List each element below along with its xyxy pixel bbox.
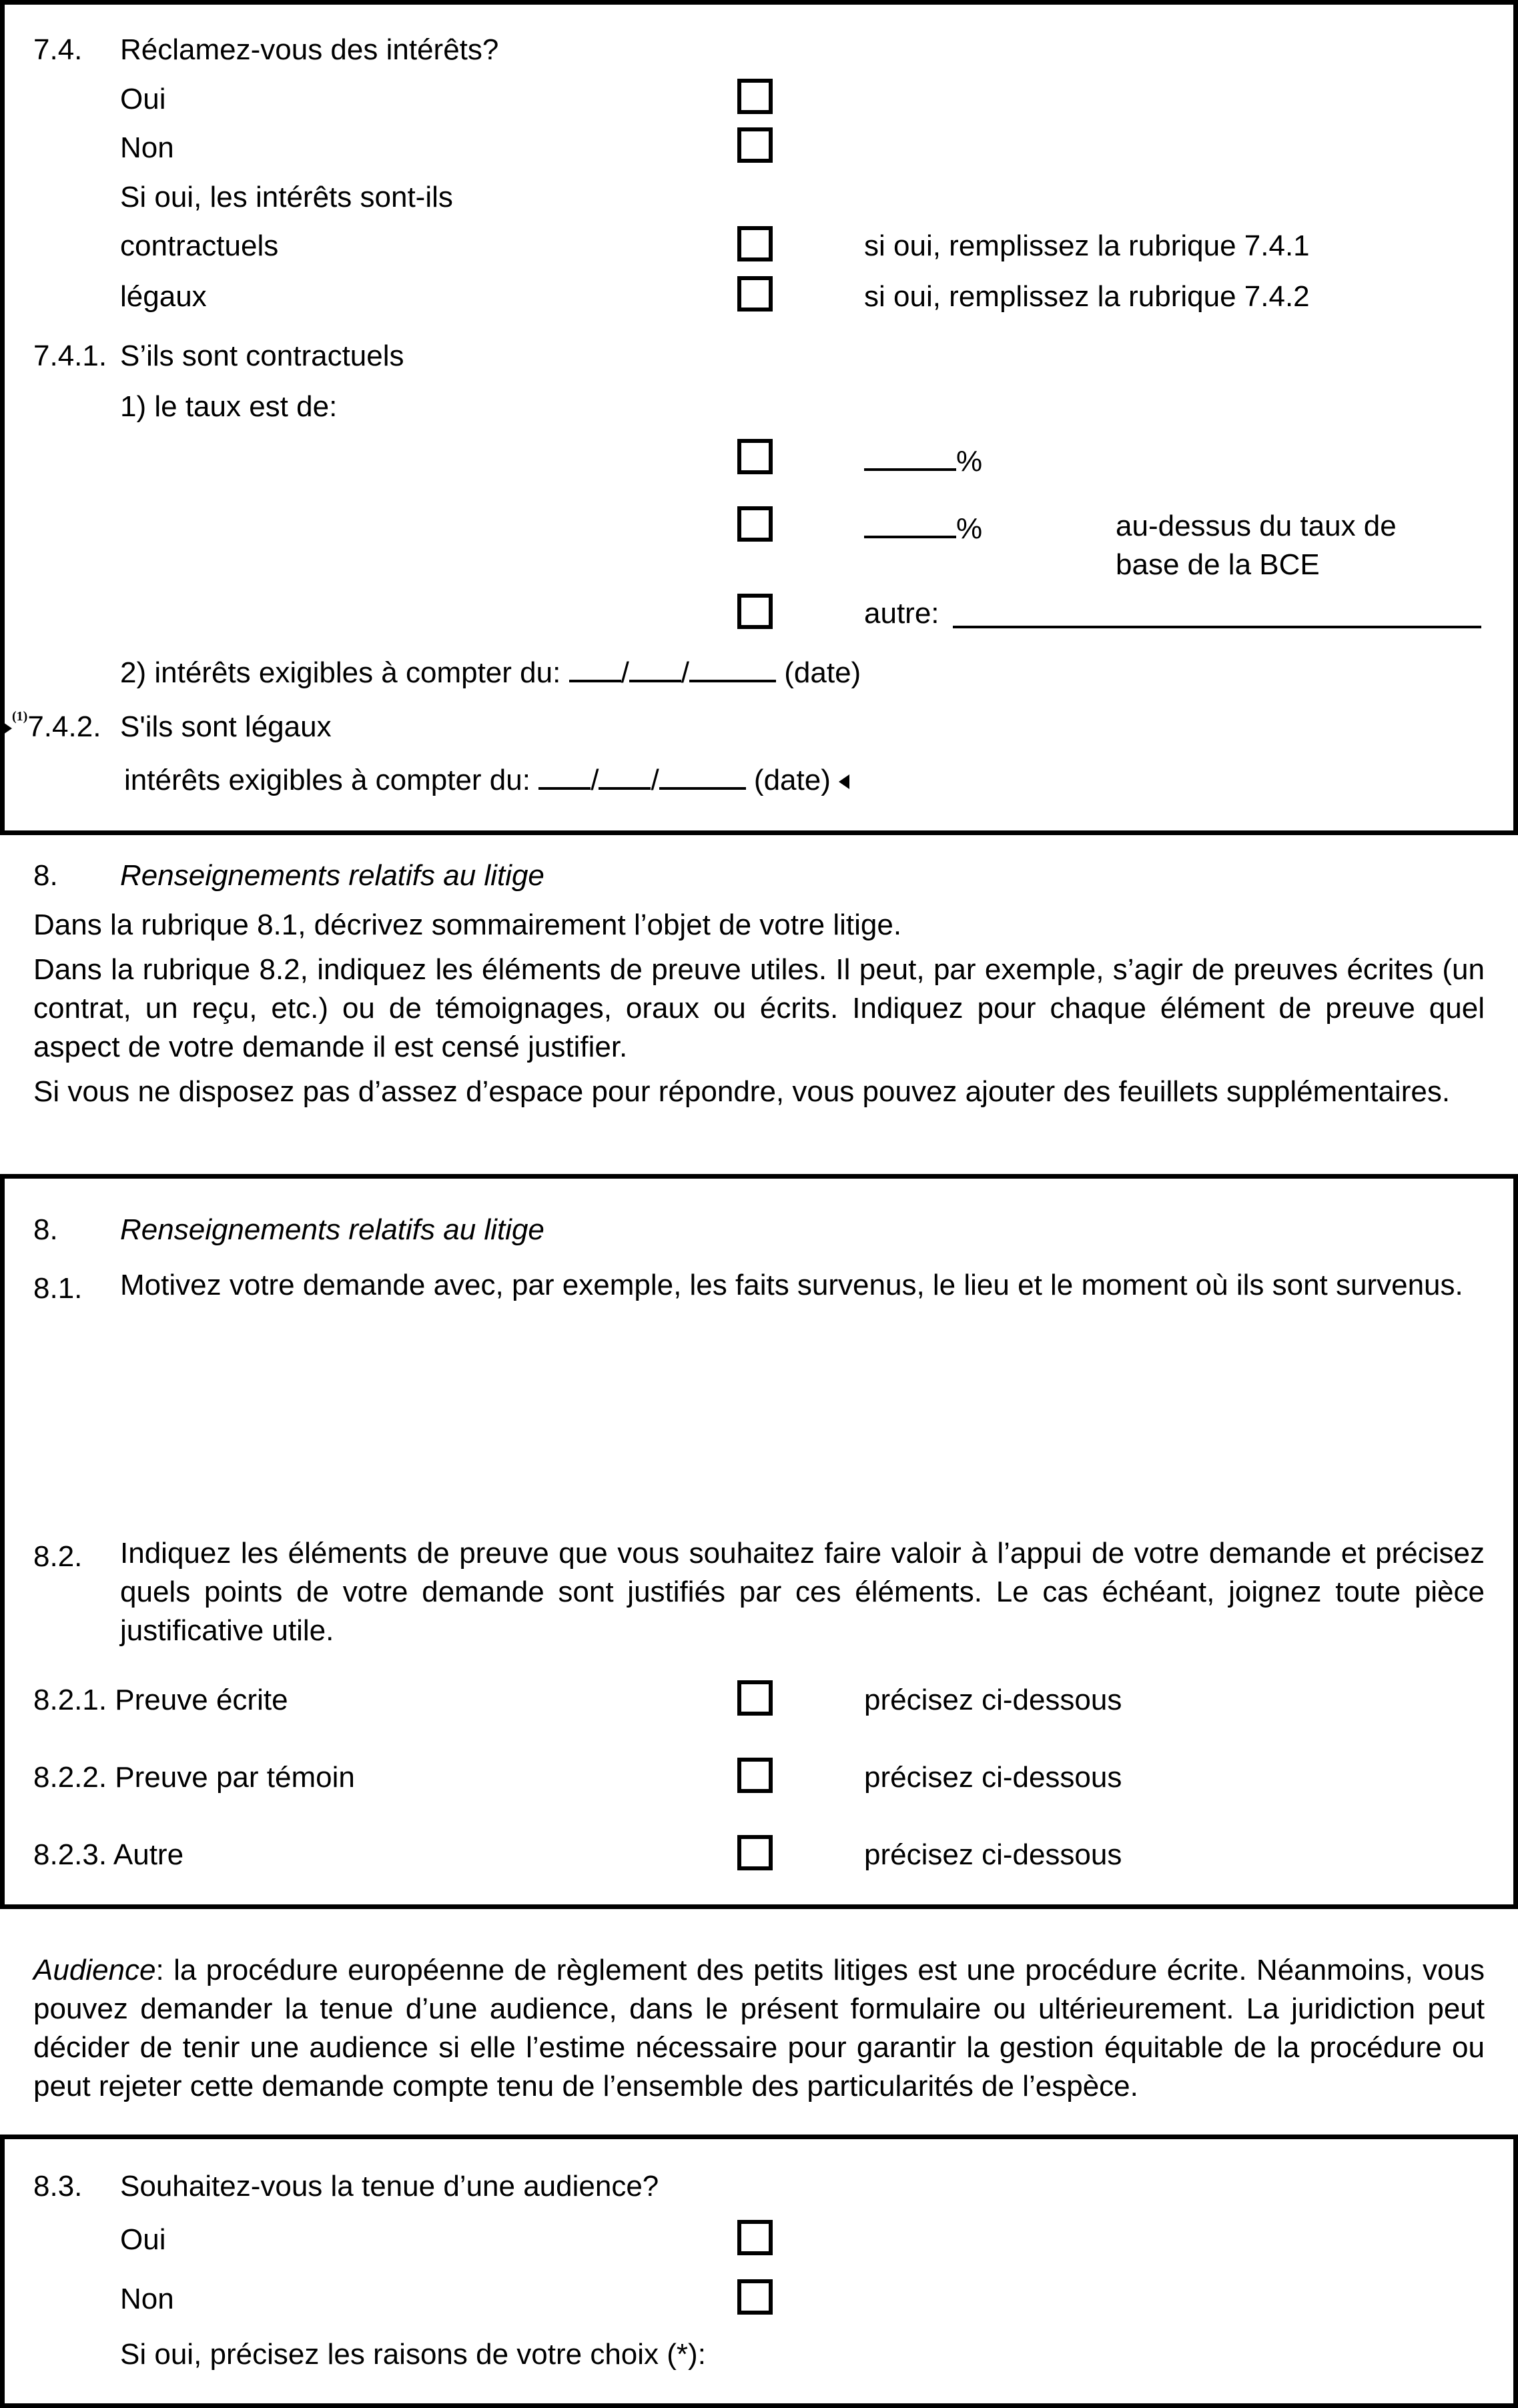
instructions-8-paragraph-3: Si vous ne disposez pas d’assez d’espace pour répondre, vous pouvez ajouter des feuillets supplémentaires. [33,1075,1451,1108]
rate-fixed-blank[interactable] [864,444,956,471]
hearing-no-label: Non [120,2283,174,2315]
section-7-4-2-number: 7.4.2. [27,710,101,743]
amendment-end-marker-icon [839,774,849,789]
hearing-no-checkbox[interactable] [737,2279,773,2315]
evidence-other-note: précisez ci-dessous [864,1838,1122,1871]
date-separator: / [681,656,690,689]
audience-note [33,1951,1485,2106]
evidence-written-label: 8.2.1. Preuve écrite [33,1684,288,1716]
evidence-written-note: précisez ci-dessous [864,1684,1122,1716]
section-8-1-answer-area[interactable] [120,1347,1485,1514]
interest-contractual-label: contractuels [120,229,279,262]
contractual-due-day[interactable] [569,656,621,682]
evidence-witness-note: précisez ci-dessous [864,1761,1122,1794]
rate-other-label: autre: [864,597,939,630]
rate-above-ecb-note-line1: au-dessus du taux de [1116,510,1397,542]
interest-legal-checkbox[interactable] [737,276,773,312]
footnote-ref: (1) [12,709,28,724]
hearing-reasons-label: Si oui, précisez les raisons de votre choix (*): [120,2338,706,2371]
evidence-witness-checkbox[interactable] [737,1758,773,1793]
instructions-8-paragraph-1: Dans la rubrique 8.1, décrivez sommairement l’objet de votre litige. [33,909,902,941]
rate-above-ecb-percent: % [956,512,983,545]
evidence-written-checkbox[interactable] [737,1680,773,1716]
evidence-other-label: 8.2.3. Autre [33,1838,184,1871]
rate-above-ecb-note-line2: base de la BCE [1116,548,1320,581]
contractual-due-month[interactable] [629,656,681,682]
instructions-8-paragraph-2: Dans la rubrique 8.2, indiquez les éléments de preuve utiles. Il peut, par exemple, s’agir de preuves écrites (un contrat, un reçu, etc.) ou de témoignages, oraux ou écrits. Indiquez pour chaque élément de preuve quel aspect de votre demande il est censé justifier. [33,953,1485,1063]
rate-fixed-checkbox[interactable] [737,439,773,474]
interest-yes-label: Oui [120,83,166,115]
legal-due-date-hint: (date) [753,764,831,796]
rate-other-input[interactable] [953,599,1481,628]
section-8-1-text: Motivez votre demande avec, par exemple, les faits survenus, le lieu et le moment où ils sont survenus. [120,1269,1463,1301]
section-7-4-1-title: S’ils sont contractuels [120,340,404,372]
section-8-2-number: 8.2. [33,1540,83,1573]
contractual-due-year[interactable] [689,656,776,682]
interest-contractual-note: si oui, remplissez la rubrique 7.4.1 [864,229,1310,262]
interest-legal-note: si oui, remplissez la rubrique 7.4.2 [864,280,1310,313]
interest-type-prompt: Si oui, les intérêts sont-ils [120,181,453,213]
rate-above-ecb-blank[interactable] [864,512,956,538]
rate-label: 1) le taux est de: [120,390,338,423]
legal-due-row [124,763,849,795]
contractual-due-row [120,656,861,688]
section-7-4-2-heading [1,709,101,743]
evidence-other-checkbox[interactable] [737,1835,773,1870]
legal-due-year[interactable] [659,763,746,790]
section-8-3-question: Souhaitez-vous la tenue d’une audience? [120,2170,659,2203]
rate-above-ecb-field[interactable] [864,512,982,544]
section-8-1-number: 8.1. [33,1272,83,1305]
rate-fixed-field[interactable] [864,444,982,476]
section-7-4-2-title: S'ils sont légaux [120,710,332,743]
hearing-yes-label: Oui [120,2223,166,2256]
date-separator: / [651,764,659,796]
rate-above-ecb-checkbox[interactable] [737,506,773,542]
instructions-8-title: Renseignements relatifs au litige [120,859,544,892]
legal-due-day[interactable] [538,763,591,790]
rate-other-checkbox[interactable] [737,594,773,629]
section-7-4-number: 7.4. [33,33,83,66]
section-8-2-text: Indiquez les éléments de preuve que vous souhaitez faire valoir à l’appui de votre demande et précisez quels points de votre demande sont justifiés par ces éléments. Le cas échéant, joignez toute pièce justificative utile. [120,1537,1485,1647]
section-8-3-number: 8.3. [33,2170,83,2203]
interest-yes-checkbox[interactable] [737,79,773,114]
amendment-start-marker-icon [1,721,12,736]
audience-note-lead: Audience [33,1954,156,1986]
legal-due-month[interactable] [599,763,651,790]
interest-legal-label: légaux [120,280,207,313]
section-8-title: Renseignements relatifs au litige [120,1213,544,1246]
section-7-4-1-number: 7.4.1. [33,340,107,372]
date-separator: / [591,764,599,796]
legal-due-label: intérêts exigibles à compter du: [124,764,530,796]
contractual-due-label: 2) intérêts exigibles à compter du: [120,656,561,689]
section-8-number: 8. [33,1213,58,1246]
audience-note-text: : la procédure européenne de règlement des petits litiges est une procédure écrite. Néanmoins, vous pouvez demander la tenue d’une audience, dans le présent formulaire ou ultérieurement. La juridiction peut décider de tenir une audience si elle l’estime nécessaire pour garantir la gestion équitable de la procédure ou peut rejeter cette demande compte tenu de l’ensemble des particularités de l’espèce. [33,1954,1485,2102]
interest-contractual-checkbox[interactable] [737,226,773,261]
interest-no-checkbox[interactable] [737,127,773,163]
rate-fixed-percent: % [956,445,983,478]
contractual-due-date-hint: (date) [784,656,861,689]
instructions-8-number: 8. [33,859,58,892]
interest-no-label: Non [120,131,174,164]
date-separator: / [621,656,629,689]
hearing-yes-checkbox[interactable] [737,2220,773,2255]
section-7-4-question: Réclamez-vous des intérêts? [120,33,499,66]
evidence-witness-label: 8.2.2. Preuve par témoin [33,1761,355,1794]
